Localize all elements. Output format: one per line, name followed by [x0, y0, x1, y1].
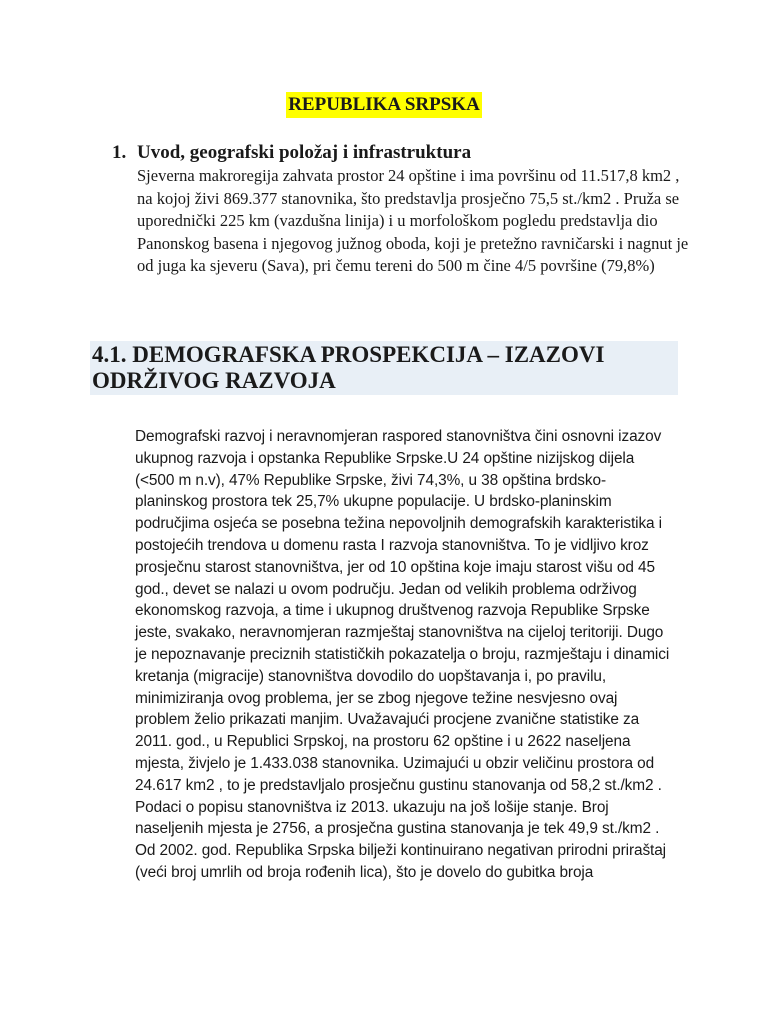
section-demography-heading: 4.1. DEMOGRAFSKA PROSPEKCIJA – IZAZOVI ODRŽIVOG RAZVOJA [90, 341, 678, 395]
section-introduction-number: 1. [112, 142, 127, 163]
section-demography-paragraph: Demografski razvoj i neravnomjeran raspored stanovništva čini osnovni izazov ukupnog razvoja i opstanka Republike Srpske.U 24 opštine nizijskog dijela (<500 m n.v), 47% Republike Srpske, živi 74,3%, u 38 opština brdsko-planinskog prostora tek 25,7% ukupne populacije. U brdsko-planinskim područjima osjeća se posebna težina nepovoljnih demografskih karakteristika i postojećih trendova u domenu rasta I razvoja stanovništva. To je vidljivo kroz prosječnu starost stanovništva, jer od 10 opština koje imaju starost višu od 45 god., devet se nalazi u ovom području. Jedan od velikih problema održivog ekonomskog razvoja, a time i ukupnog društvenog razvoja Republike Srpske jeste, svakako, neravnomjeran razmještaj stanovništva na cijeloj teritoriji. Dugo je nepoznavanje preciznih statističkih pokazatelja o broju, razmještaju i dinamici kretanja (migracije) stanovništva dovodilo do uopštavanja i, po pravilu, minimiziranja ovog problema, jer se zbog njegove težine nesvjesno ovaj problem želio prikazati manjim. Uvažavajući procjene zvanične statistike za 2011. god., u Republici Srpskoj, na prostoru 62 opštine i u 2622 naseljena mjesta, živjelo je 1.433.038 stanovnika. Uzimajući u obzir veličinu prostora od 24.617 km2 , to je predstavljalo prosječnu gustinu stanovanja od 58,2 st./km2 . Podaci o popisu stanovništva iz 2013. ukazuju na još lošije stanje. Broj naseljenih mjesta je 2756, a prosječna gustina stanovanja je tek 49,9 st./km2 . Od 2002. god. Republika Srpska bilježi kontinuirano negativan prirodni priraštaj (veći broj umrlih od broja rođenih lica), što je dovelo do gubitka broja [135, 428, 670, 881]
section-introduction-title: Uvod, geografski položaj i infrastruktura [137, 142, 472, 163]
section-introduction-paragraph: Sjeverna makroregija zahvata prostor 24 opštine i ima površinu od 11.517,8 km2 , na kojoj živi 869.377 stanovnika, što predstavlja prosječno 75,5 st./km2 . Pruža se uporednički 225 km (vazdušna linija) i u morfološkom pogledu predstavlja dio Panonskog basena i njegovog južnog oboda, koji je pretežno ravničarski i nagnut je od juga ka sjeveru (Sava), pri čemu tereni do 500 m čine 4/5 površine (79,8%) [137, 166, 689, 275]
section-introduction-heading [112, 141, 692, 165]
section-introduction [112, 141, 692, 278]
document-title: REPUBLIKA SRPSKA [286, 92, 482, 118]
document-title-wrap [0, 92, 768, 118]
